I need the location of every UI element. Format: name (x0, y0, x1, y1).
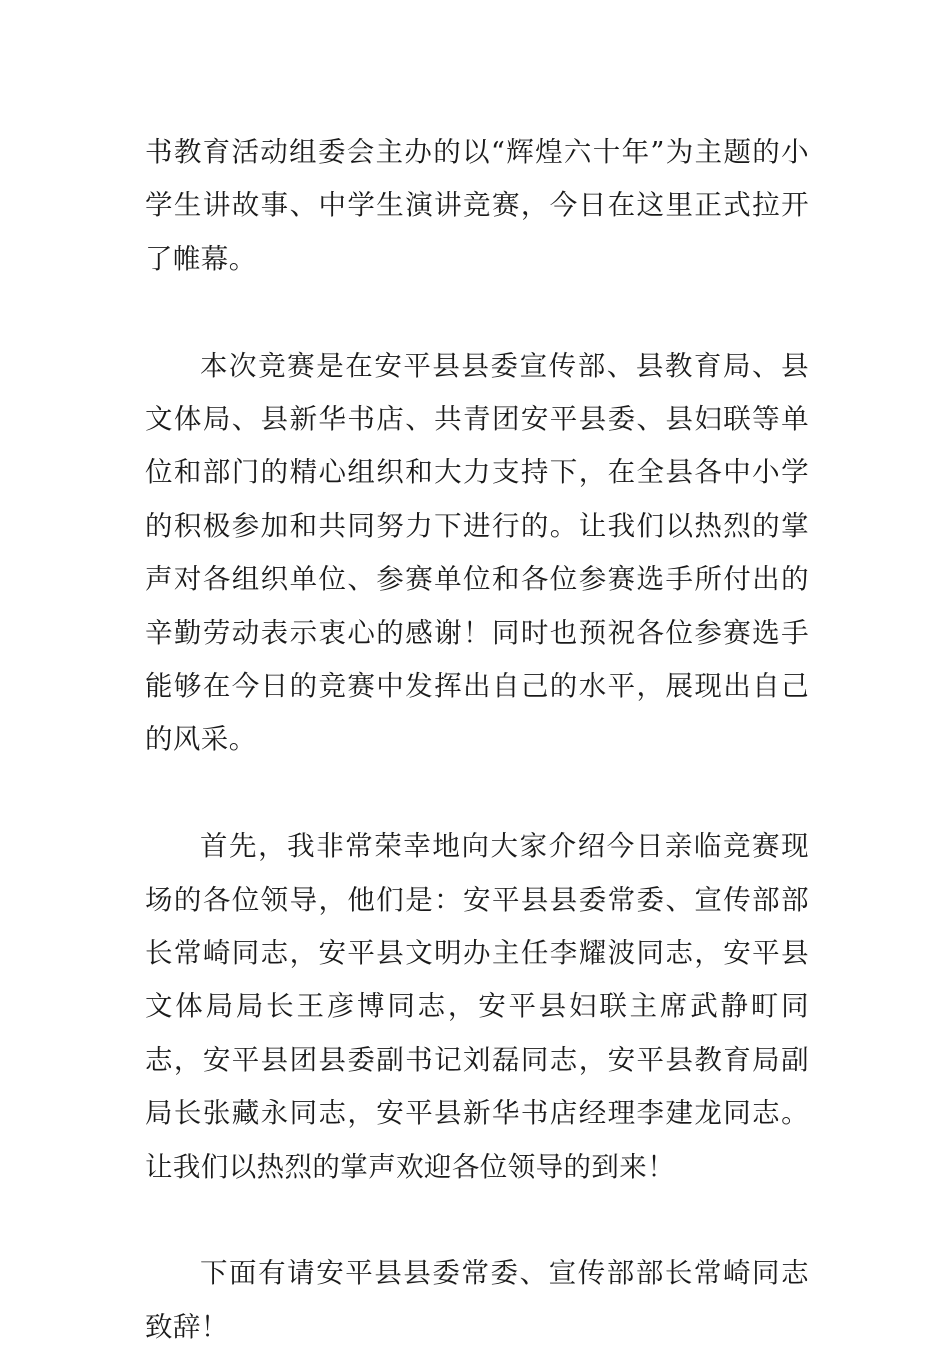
paragraph-acknowledgement: 本次竞赛是在安平县县委宣传部、县教育局、县文体局、县新华书店、共青团安平县委、县妇联等单位和部门的精心组织和大力支持下，在全县各中小学的积极参加和共同努力下进行的。让我们以热烈的掌声对各组织单位、参赛单位和各位参赛选手所付出的辛勤劳动表示衷心的感谢！同时也预祝各位参赛选手能够在今日的竞赛中发挥出自己的水平，展现出自己的风采。 (145, 349, 809, 756)
document-body (145, 126, 809, 1354)
paragraph-speech-invitation: 下面有请安平县县委常委、宣传部部长常崎同志致辞！ (145, 1257, 809, 1343)
paragraph-leader-introduction: 首先，我非常荣幸地向大家介绍今日亲临竞赛现场的各位领导，他们是：安平县县委常委、宣传部部长常崎同志，安平县文明办主任李耀波同志，安平县文体局局长王彦博同志，安平县妇联主席武静町同志，安平县团县委副书记刘磊同志，安平县教育局副局长张藏永同志，安平县新华书店经理李建龙同志。让我们以热烈的掌声欢迎各位领导的到来！ (145, 830, 809, 1183)
paragraph-opening: 书教育活动组委会主办的以“辉煌六十年”为主题的小学生讲故事、中学生演讲竞赛，今日在这里正式拉开了帷幕。 (145, 136, 809, 275)
